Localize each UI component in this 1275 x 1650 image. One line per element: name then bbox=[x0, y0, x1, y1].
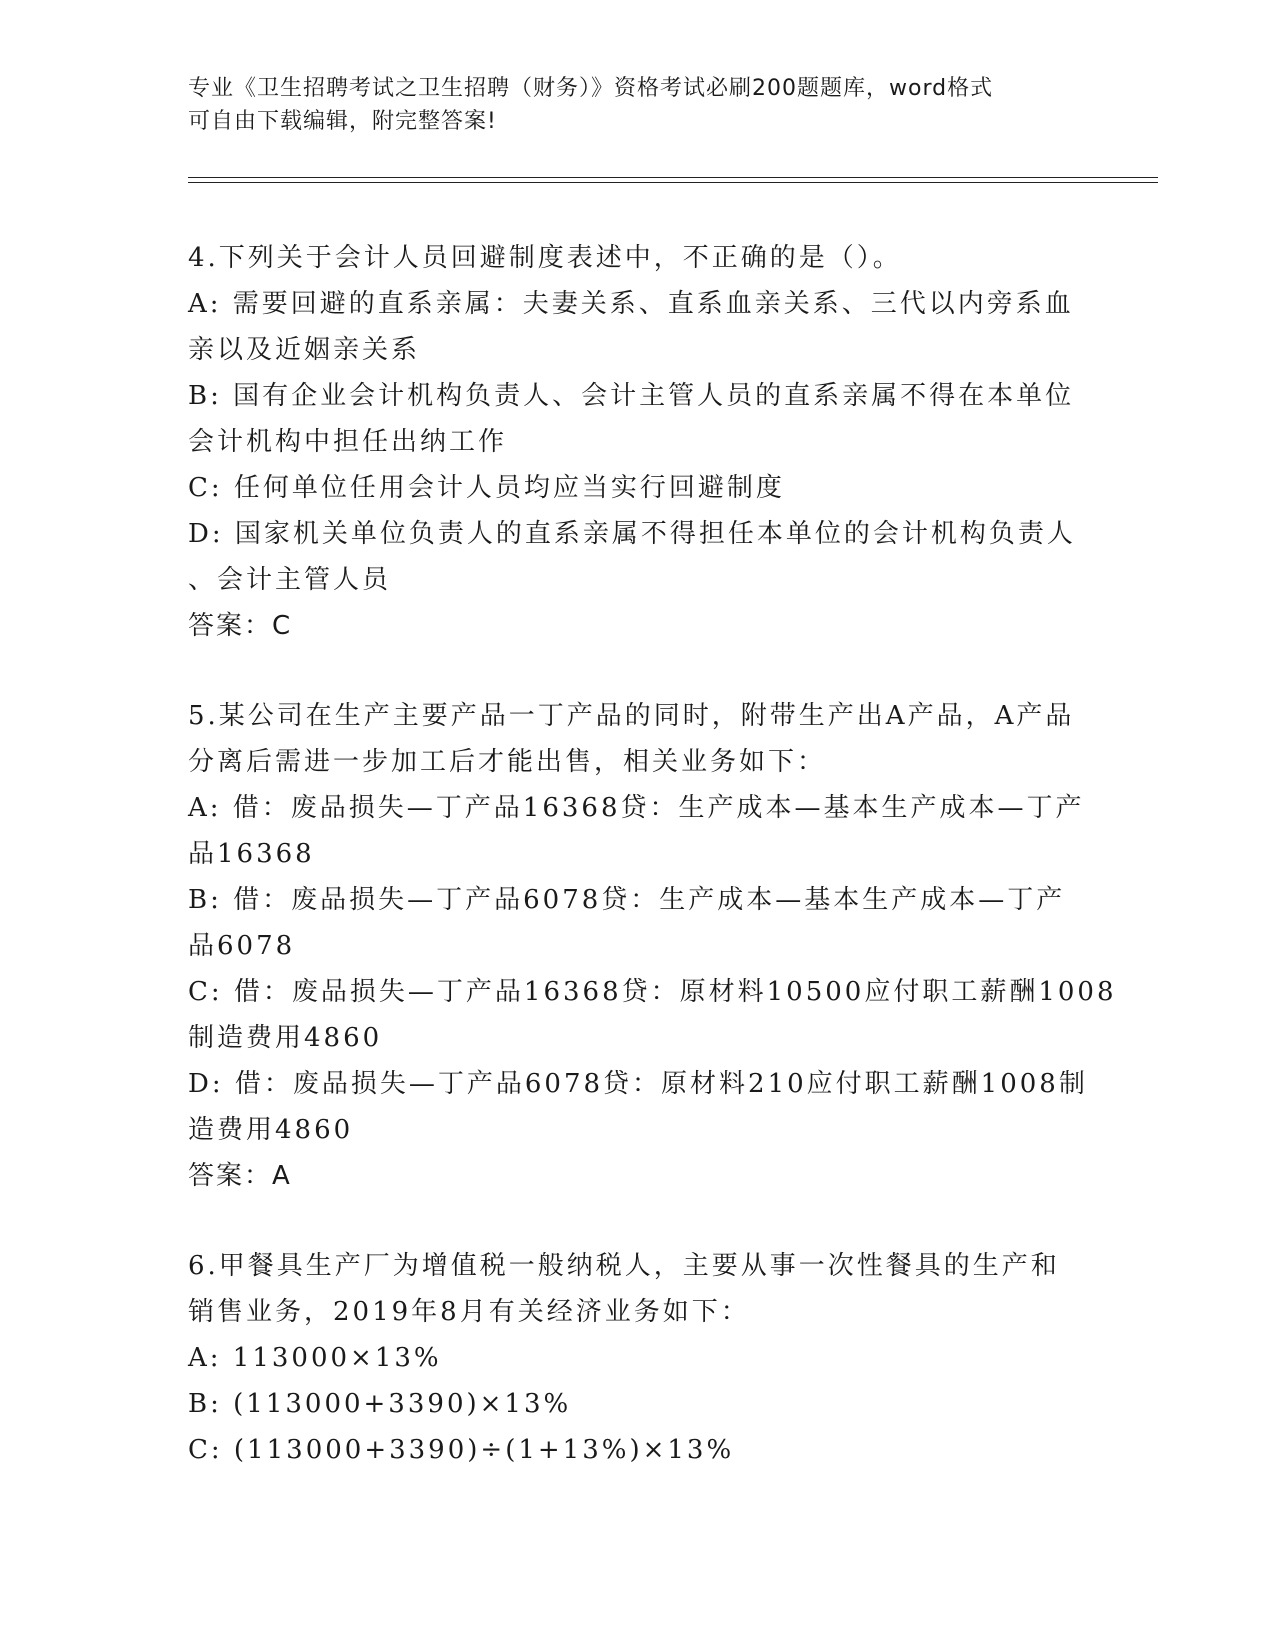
option-d-continued: 造费用4860 bbox=[188, 1115, 354, 1145]
option-c: C: (113000+3390)÷(1+13%)×13% bbox=[188, 1435, 735, 1465]
question-list bbox=[188, 235, 1117, 1517]
option-b: B: 国有企业会计机构负责人、会计主管人员的直系亲属不得在本单位 bbox=[188, 381, 1075, 411]
answer-line: 答案：A bbox=[188, 1161, 292, 1191]
option-d: D: 借：废品损失—丁产品6078贷：原材料210应付职工薪酬1008制 bbox=[188, 1069, 1088, 1099]
option-a: A: 需要回避的直系亲属：夫妻关系、直系血亲关系、三代以内旁系血 bbox=[188, 289, 1074, 319]
document-header bbox=[188, 72, 1088, 138]
option-b-continued: 品6078 bbox=[188, 931, 296, 961]
header-line-1: 专业《卫生招聘考试之卫生招聘（财务）》资格考试必刷200题题库，word格式 bbox=[188, 76, 994, 101]
question-stem: 6.甲餐具生产厂为增值税一般纳税人，主要从事一次性餐具的生产和 bbox=[188, 1251, 1060, 1281]
question-6 bbox=[188, 1243, 1088, 1473]
header-divider-bottom bbox=[188, 182, 1158, 183]
question-stem-continued: 分离后需进一步加工后才能出售，相关业务如下： bbox=[188, 747, 827, 777]
option-a-continued: 亲以及近姻亲关系 bbox=[188, 335, 421, 365]
option-a-continued: 品16368 bbox=[188, 839, 315, 869]
option-a: A: 113000×13% bbox=[188, 1343, 442, 1373]
question-4 bbox=[188, 235, 1088, 649]
question-stem-continued: 销售业务，2019年8月有关经济业务如下： bbox=[188, 1297, 750, 1327]
option-b: B: 借：废品损失—丁产品6078贷：生产成本—基本生产成本—丁产 bbox=[188, 885, 1066, 915]
question-stem: 4.下列关于会计人员回避制度表述中，不正确的是（）。 bbox=[188, 243, 902, 273]
option-a: A: 借：废品损失—丁产品16368贷：生产成本—基本生产成本—丁产 bbox=[188, 793, 1085, 823]
question-stem: 5.某公司在生产主要产品一丁产品的同时，附带生产出A产品，A产品 bbox=[188, 701, 1075, 731]
option-c: C: 借：废品损失—丁产品16368贷：原材料10500应付职工薪酬1008 bbox=[188, 977, 1117, 1007]
answer-line: 答案：C bbox=[188, 611, 293, 641]
header-line-2: 可自由下载编辑，附完整答案! bbox=[188, 109, 497, 134]
option-d-continued: 、会计主管人员 bbox=[188, 565, 392, 595]
question-5 bbox=[188, 693, 1117, 1199]
option-c: C: 任何单位任用会计人员均应当实行回避制度 bbox=[188, 473, 785, 503]
header-divider-top bbox=[188, 177, 1158, 178]
option-c-continued: 制造费用4860 bbox=[188, 1023, 383, 1053]
option-d: D: 国家机关单位负责人的直系亲属不得担任本单位的会计机构负责人 bbox=[188, 519, 1076, 549]
option-b: B: (113000+3390)×13% bbox=[188, 1389, 572, 1419]
option-b-continued: 会计机构中担任出纳工作 bbox=[188, 427, 508, 457]
